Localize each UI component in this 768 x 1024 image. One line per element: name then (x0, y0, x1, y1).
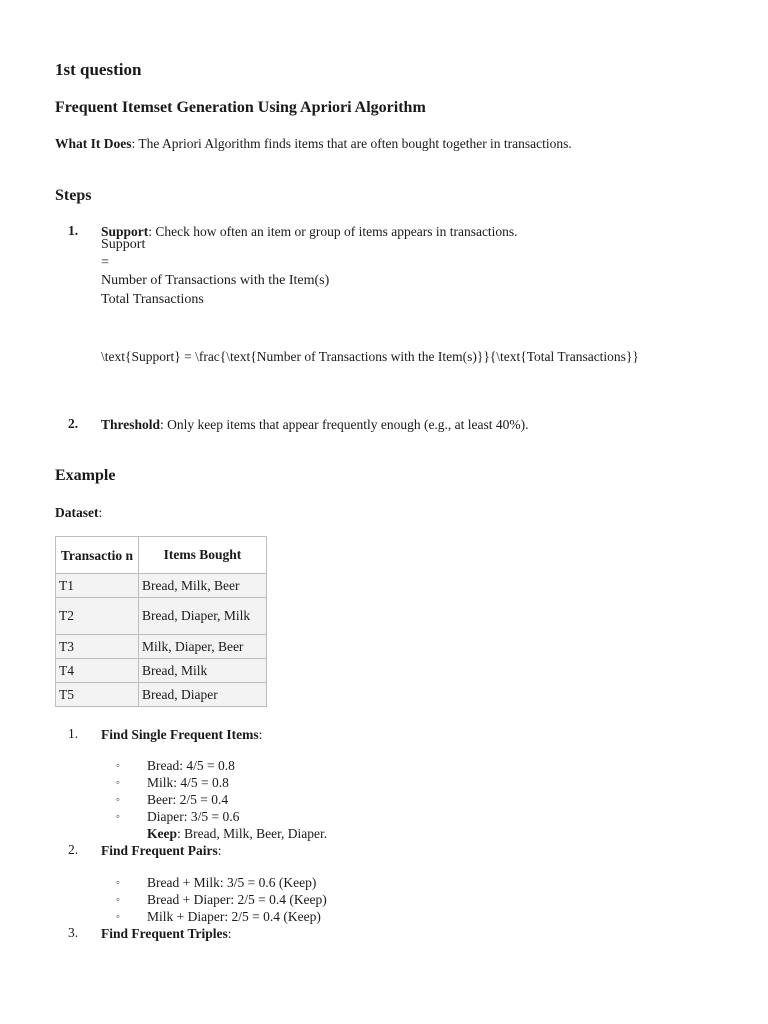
formula-line: Total Transactions (101, 292, 204, 307)
table-cell: T4 (56, 659, 139, 683)
formula-line: = (101, 255, 109, 270)
single-item: Diaper: 3/5 = 0.6 (147, 809, 240, 824)
column-header-items: Items Bought (139, 537, 267, 574)
step-text: : Check how often an item or group of items appears in transactions. (148, 224, 518, 239)
keep-text: : Bread, Milk, Beer, Diaper. (177, 826, 328, 841)
section-title: Frequent Itemset Generation Using Apriori Algorithm (55, 99, 426, 116)
step-label: Threshold (101, 417, 161, 432)
list-item-colon: : (258, 727, 263, 742)
keep-label: Keep (147, 826, 177, 841)
list-item (101, 925, 232, 942)
table-cell: Bread, Diaper (139, 683, 267, 707)
table-row (56, 635, 267, 659)
step-text: : Only keep items that appear frequently enough (e.g., at least 40%). (160, 417, 529, 432)
step-support (101, 223, 518, 240)
table-row (56, 598, 267, 635)
steps-heading: Steps (55, 187, 92, 204)
intro-paragraph (55, 135, 572, 152)
bullet-icon: ◦ (116, 894, 120, 906)
formula-line: Number of Transactions with the Item(s) (101, 273, 330, 288)
bullet-icon: ◦ (116, 760, 120, 772)
single-item: Milk: 4/5 = 0.8 (147, 775, 229, 790)
list-item-colon: : (217, 843, 222, 858)
table-cell: Bread, Milk, Beer (139, 574, 267, 598)
list-item-colon: : (227, 926, 232, 941)
list-item (101, 726, 262, 743)
step-number: 1. (68, 223, 79, 238)
example-heading: Example (55, 467, 116, 484)
table-row (56, 659, 267, 683)
list-item-label: Find Frequent Pairs (101, 843, 218, 858)
dataset-label-text: Dataset (55, 505, 99, 520)
table-cell: T1 (56, 574, 139, 598)
bullet-icon: ◦ (116, 794, 120, 806)
table-cell: Bread, Diaper, Milk (139, 598, 267, 635)
dataset-colon: : (98, 505, 103, 520)
step-number: 2. (68, 416, 79, 431)
dataset-table (55, 536, 267, 707)
single-item: Bread: 4/5 = 0.8 (147, 758, 235, 773)
table-header-row (56, 537, 267, 574)
page-title: 1st question (55, 60, 142, 79)
single-item: Beer: 2/5 = 0.4 (147, 792, 229, 807)
table-cell: Bread, Milk (139, 659, 267, 683)
bullet-icon: ◦ (116, 811, 120, 823)
table-cell: T3 (56, 635, 139, 659)
list-number: 1. (68, 726, 79, 741)
intro-label: What It Does (55, 136, 132, 151)
bullet-icon: ◦ (116, 877, 120, 889)
list-number: 3. (68, 925, 79, 940)
pair-item: Bread + Diaper: 2/5 = 0.4 (Keep) (147, 892, 327, 907)
list-number: 2. (68, 842, 79, 857)
bullet-icon: ◦ (116, 777, 120, 789)
column-header-transaction: Transactio n (56, 537, 139, 574)
table-cell: Milk, Diaper, Beer (139, 635, 267, 659)
pair-item: Milk + Diaper: 2/5 = 0.4 (Keep) (147, 909, 321, 924)
list-item (101, 842, 222, 859)
step-threshold (101, 416, 529, 433)
formula-latex: \text{Support} = \frac{\text{Number of Transactions with the Item(s)}}{\text{Total Transactions}} (101, 349, 639, 364)
dataset-label (55, 504, 102, 521)
list-item-label: Find Single Frequent Items (101, 727, 259, 742)
table-row (56, 574, 267, 598)
list-item-label: Find Frequent Triples (101, 926, 228, 941)
table-row (56, 683, 267, 707)
formula-line: Support (101, 237, 146, 252)
intro-text: : The Apriori Algorithm finds items that are often bought together in transactions. (131, 136, 572, 151)
keep-line (147, 825, 327, 842)
table-cell: T2 (56, 598, 139, 635)
step-label: Support (101, 224, 149, 239)
table-cell: T5 (56, 683, 139, 707)
pair-item: Bread + Milk: 3/5 = 0.6 (Keep) (147, 875, 317, 890)
bullet-icon: ◦ (116, 911, 120, 923)
